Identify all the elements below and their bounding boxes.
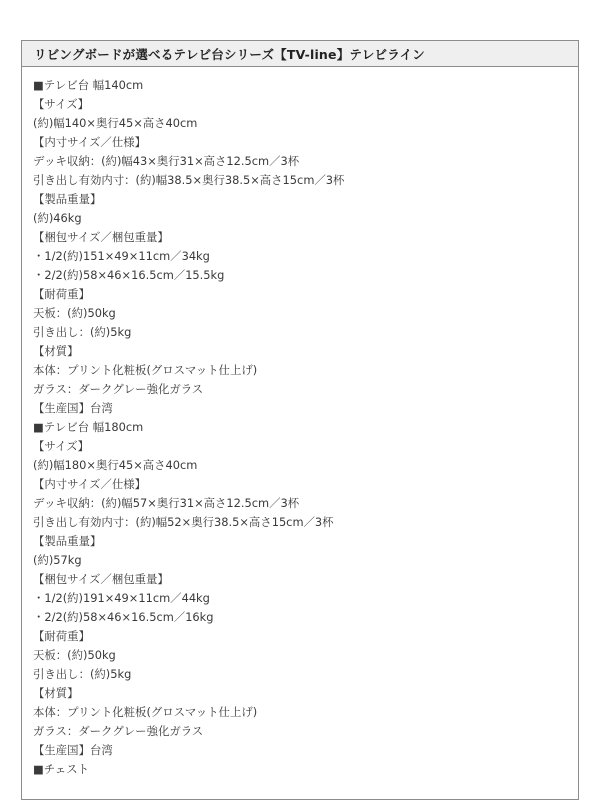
spec-line: ガラス：ダークグレー強化ガラス xyxy=(33,382,204,396)
spec-line: 引き出し：(約)5kg xyxy=(33,667,132,681)
spec-line: ■テレビ台 幅180cm xyxy=(33,420,144,434)
spec-list xyxy=(22,67,578,779)
section-title: リビングボードが選べるテレビ台シリーズ【TV-line】テレビライン xyxy=(22,41,578,67)
spec-line: ■テレビ台 幅140cm xyxy=(33,78,144,92)
spec-line: 【生産国】台湾 xyxy=(33,743,113,757)
spec-line: 本体：プリント化粧板(グロスマット仕上げ) xyxy=(33,705,258,719)
spec-line: 引き出し有効内寸：(約)幅52×奥行38.5×高さ15cm／3杯 xyxy=(33,515,334,529)
spec-line: ・1/2(約)191×49×11cm／44kg xyxy=(33,591,210,605)
spec-line: デッキ収納：(約)幅57×奥行31×高さ12.5cm／3杯 xyxy=(33,496,300,510)
spec-line: 【生産国】台湾 xyxy=(33,401,113,415)
spec-line: (約)46kg xyxy=(33,211,82,225)
spec-line: 【材質】 xyxy=(33,686,79,700)
spec-line: ・2/2(約)58×46×16.5cm／15.5kg xyxy=(33,268,225,282)
spec-line: 【製品重量】 xyxy=(33,192,102,206)
spec-line: ■チェスト xyxy=(33,762,89,776)
spec-line: 【耐荷重】 xyxy=(33,629,90,643)
spec-line: 【サイズ】 xyxy=(33,439,90,453)
spec-line: (約)幅180×奥行45×高さ40cm xyxy=(33,458,198,472)
spec-line: 【材質】 xyxy=(33,344,79,358)
spec-line: 引き出し：(約)5kg xyxy=(33,325,132,339)
spec-line: (約)幅140×奥行45×高さ40cm xyxy=(33,116,198,130)
spec-line: ・1/2(約)151×49×11cm／34kg xyxy=(33,249,210,263)
spec-line: 【製品重量】 xyxy=(33,534,102,548)
spec-line: ガラス：ダークグレー強化ガラス xyxy=(33,724,204,738)
spec-line: 【内寸サイズ／仕様】 xyxy=(33,135,146,149)
spec-line: 【梱包サイズ／梱包重量】 xyxy=(33,230,169,244)
spec-line: 【内寸サイズ／仕様】 xyxy=(33,477,146,491)
spec-line: デッキ収納：(約)幅43×奥行31×高さ12.5cm／3杯 xyxy=(33,154,300,168)
spec-line: 【サイズ】 xyxy=(33,97,90,111)
spec-line: 引き出し有効内寸：(約)幅38.5×奥行38.5×高さ15cm／3杯 xyxy=(33,173,345,187)
spec-line: 天板：(約)50kg xyxy=(33,306,116,320)
spec-line: 本体：プリント化粧板(グロスマット仕上げ) xyxy=(33,363,258,377)
spec-line: 天板：(約)50kg xyxy=(33,648,116,662)
spec-line: (約)57kg xyxy=(33,553,82,567)
spec-line: 【耐荷重】 xyxy=(33,287,90,301)
spec-line: ・2/2(約)58×46×16.5cm／16kg xyxy=(33,610,214,624)
spec-panel xyxy=(21,40,579,800)
spec-line: 【梱包サイズ／梱包重量】 xyxy=(33,572,169,586)
